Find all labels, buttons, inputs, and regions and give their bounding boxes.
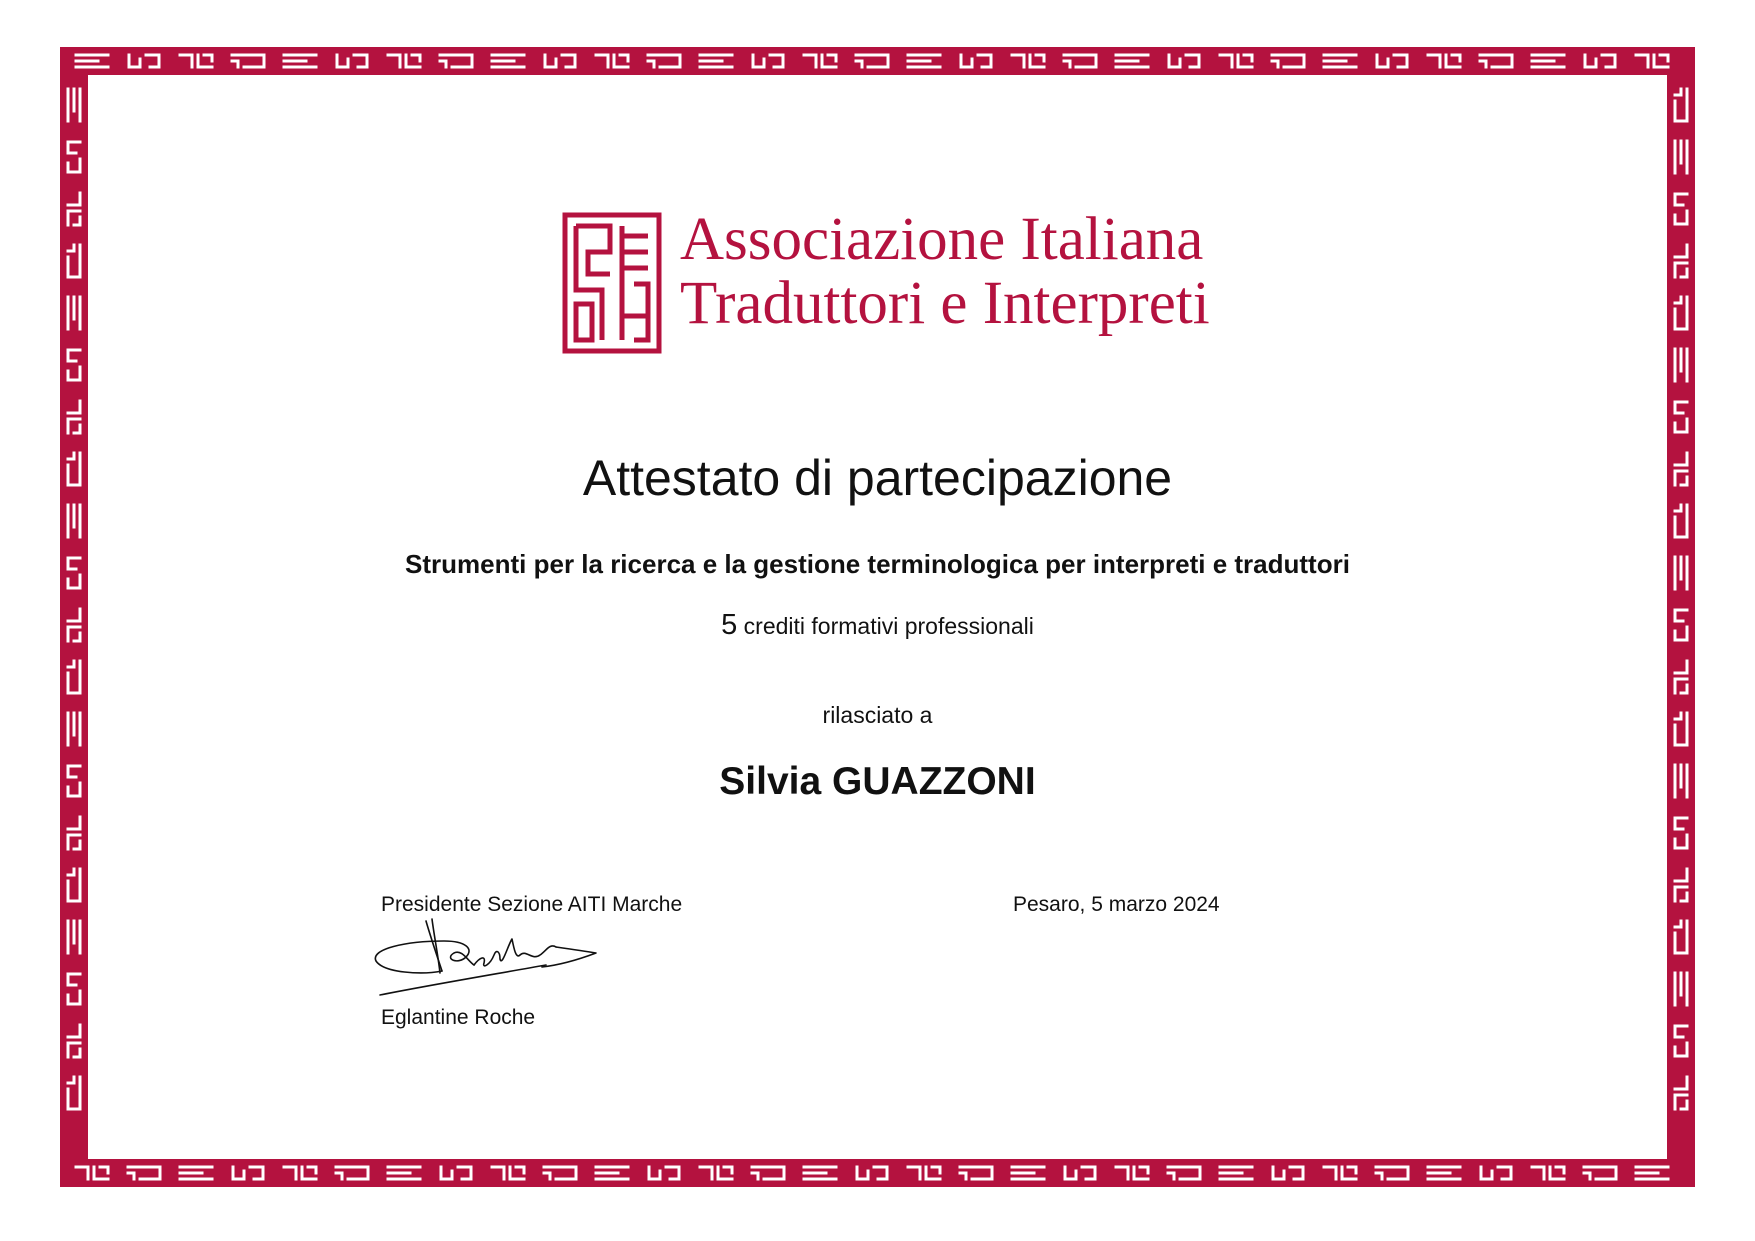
- association-name-line1: Associazione Italiana: [680, 206, 1204, 273]
- course-title: Strumenti per la ricerca e la gestione terminologica per interpreti e traduttori: [405, 549, 1350, 579]
- place-and-date: Pesaro, 5 marzo 2024: [1013, 893, 1220, 916]
- handwritten-signature: [370, 915, 600, 1005]
- association-name-line2: Traduttori e Interpreti: [680, 270, 1210, 337]
- credits-number: 5: [721, 609, 738, 641]
- signatory-name: Eglantine Roche: [381, 1006, 536, 1029]
- issued-to-label: rilasciato a: [822, 702, 933, 728]
- certificate-title: Attestato di partecipazione: [582, 450, 1173, 506]
- credits-text: crediti formativi professionali: [743, 613, 1034, 639]
- signatory-role: Presidente Sezione AITI Marche: [381, 893, 683, 916]
- credits-line: [0, 608, 1755, 643]
- aiti-monogram-logo-icon: [562, 212, 662, 354]
- recipient-name: Silvia GUAZZONI: [719, 760, 1036, 803]
- association-logo: [562, 206, 1242, 362]
- association-name: [680, 208, 1210, 336]
